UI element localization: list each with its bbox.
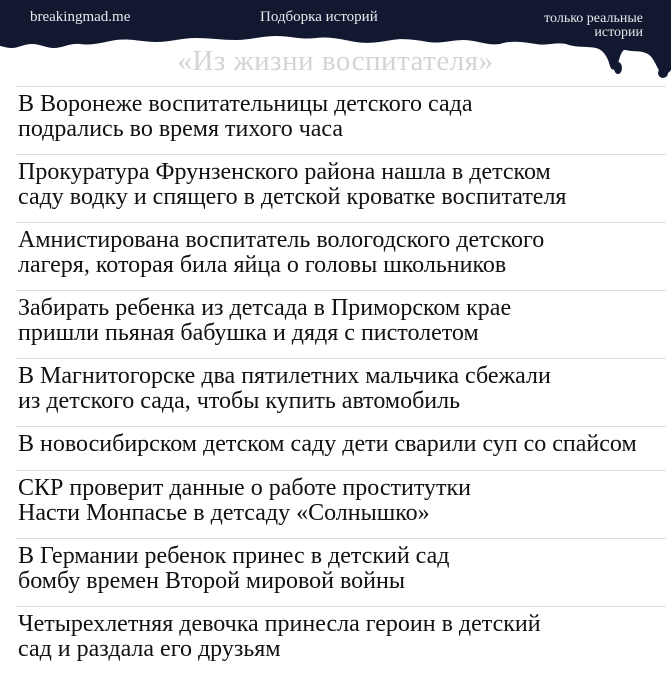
tagline: только реальные истории xyxy=(544,11,643,40)
story-line: Насти Монпасье в детсаду «Солнышко» xyxy=(18,500,430,526)
story-item[interactable] xyxy=(16,426,666,470)
story-line: Прокуратура Фрунзенского района нашла в детском xyxy=(18,159,551,185)
story-line: из детского сада, чтобы купить автомобиль xyxy=(18,388,461,414)
story-line: В Воронеже воспитательницы детского сада xyxy=(18,91,473,117)
story-line: Забирать ребенка из детсада в Приморском крае xyxy=(18,295,512,321)
story-line: В новосибирском детском саду дети сварили суп со спайсом xyxy=(18,431,637,457)
story-line: сад и раздала его друзьям xyxy=(18,636,281,662)
story-line: Амнистирована воспитатель вологодского детского xyxy=(18,227,545,253)
story-item[interactable] xyxy=(16,470,666,538)
story-line: СКР проверит данные о работе проститутки xyxy=(18,475,471,501)
story-line: В Германии ребенок принес в детский сад xyxy=(18,543,450,569)
story-line: пришли пьяная бабушка и дядя с пистолетом xyxy=(18,320,479,346)
story-list xyxy=(16,86,666,672)
story-item[interactable] xyxy=(16,538,666,606)
page-title: «Из жизни воспитателя» xyxy=(177,45,494,77)
story-item[interactable] xyxy=(16,222,666,290)
story-line: лагеря, которая била яйца о головы школьников xyxy=(18,252,507,278)
story-item[interactable] xyxy=(16,606,666,672)
story-item[interactable] xyxy=(16,358,666,426)
story-line: саду водку и спящего в детской кроватке воспитателя xyxy=(18,184,567,210)
story-line: В Магнитогорске два пятилетних мальчика сбежали xyxy=(18,363,551,389)
story-item[interactable] xyxy=(16,290,666,358)
story-item[interactable] xyxy=(16,86,666,154)
story-line: подрались во время тихого часа xyxy=(18,116,344,142)
story-line: Четырехлетняя девочка принесла героин в детский xyxy=(18,611,541,637)
story-line: бомбу времен Второй мировой войны xyxy=(18,568,405,594)
section-link[interactable]: Подборка историй xyxy=(260,9,378,25)
story-item[interactable] xyxy=(16,154,666,222)
site-logo-link[interactable]: breakingmad.me xyxy=(30,9,131,25)
